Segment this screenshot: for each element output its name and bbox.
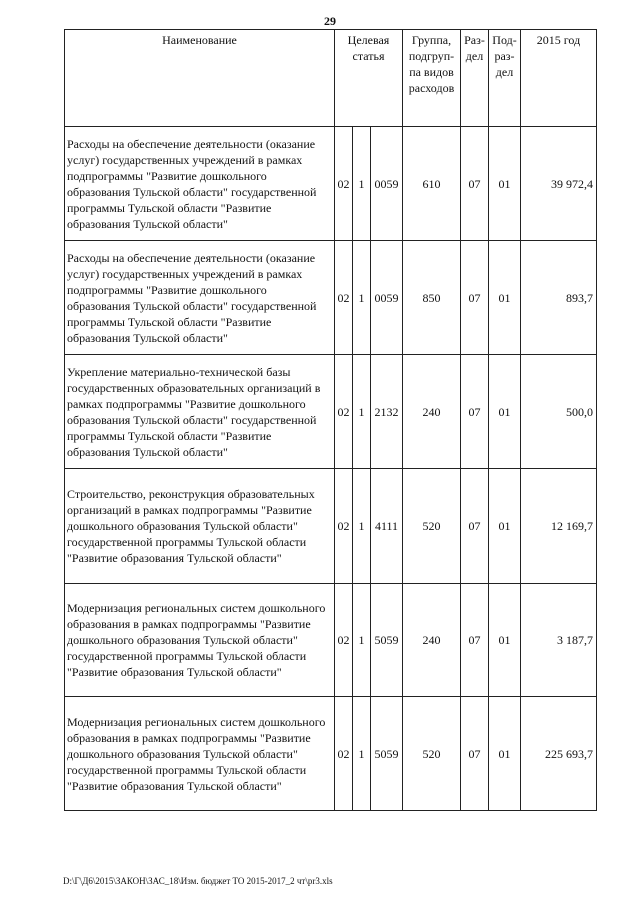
- table-row: [65, 127, 597, 241]
- header-subsection: Под-раз-дел: [489, 30, 521, 127]
- table-row: [65, 355, 597, 469]
- row-subsection: 01: [489, 697, 521, 811]
- table-row: [65, 241, 597, 355]
- row-amount: 39 972,4: [521, 127, 597, 241]
- row-code2: 1: [353, 697, 371, 811]
- row-name: Модернизация региональных систем дошкольного образования в рамках подпрограммы "Развитие дошкольного образования Тульской области" государственной программы Тульской области "Развитие образования Тульской области": [65, 584, 335, 697]
- row-group: 520: [403, 697, 461, 811]
- row-amount: 12 169,7: [521, 469, 597, 584]
- header-section: Раз-дел: [461, 30, 489, 127]
- row-code2: 1: [353, 127, 371, 241]
- row-section: 07: [461, 469, 489, 584]
- row-subsection: 01: [489, 469, 521, 584]
- row-section: 07: [461, 127, 489, 241]
- row-code3: 0059: [371, 241, 403, 355]
- table-row: [65, 584, 597, 697]
- row-code3: 5059: [371, 584, 403, 697]
- row-subsection: 01: [489, 127, 521, 241]
- row-subsection: 01: [489, 241, 521, 355]
- header-row: [65, 30, 597, 127]
- row-code3: 0059: [371, 127, 403, 241]
- row-code2: 1: [353, 469, 371, 584]
- row-name: Расходы на обеспечение деятельности (оказание услуг) государственных учреждений в рамках подпрограммы "Развитие дошкольного образования Тульской области" государственной программы Тульской области "Развитие образования Тульской области": [65, 127, 335, 241]
- table-row: [65, 697, 597, 811]
- row-section: 07: [461, 697, 489, 811]
- row-code2: 1: [353, 241, 371, 355]
- row-section: 07: [461, 355, 489, 469]
- row-code1: 02: [335, 469, 353, 584]
- row-group: 850: [403, 241, 461, 355]
- row-group: 240: [403, 584, 461, 697]
- row-name: Модернизация региональных систем дошкольного образования в рамках подпрограммы "Развитие дошкольного образования Тульской области" государственной программы Тульской области "Развитие образования Тульской области": [65, 697, 335, 811]
- row-code2: 1: [353, 355, 371, 469]
- row-code3: 4111: [371, 469, 403, 584]
- header-year: 2015 год: [521, 30, 597, 127]
- budget-table: [64, 29, 597, 811]
- row-group: 610: [403, 127, 461, 241]
- row-section: 07: [461, 241, 489, 355]
- file-path-footer: D:\Г\Д6\2015\ЗАКОН\ЗАС_18\Изм. бюджет ТО 2015-2017_2 чт\pr3.xls: [63, 876, 333, 886]
- row-section: 07: [461, 584, 489, 697]
- row-group: 240: [403, 355, 461, 469]
- row-amount: 225 693,7: [521, 697, 597, 811]
- row-code1: 02: [335, 355, 353, 469]
- row-group: 520: [403, 469, 461, 584]
- page-number: 29: [324, 14, 336, 28]
- row-code1: 02: [335, 584, 353, 697]
- table-row: [65, 469, 597, 584]
- row-code1: 02: [335, 697, 353, 811]
- header-name: Наименование: [65, 30, 335, 127]
- row-code1: 02: [335, 127, 353, 241]
- row-code1: 02: [335, 241, 353, 355]
- row-name: Расходы на обеспечение деятельности (оказание услуг) государственных учреждений в рамках подпрограммы "Развитие дошкольного образования Тульской области" государственной программы Тульской области "Развитие образования Тульской области": [65, 241, 335, 355]
- row-subsection: 01: [489, 355, 521, 469]
- row-name: Укрепление материально-технической базы государственных образовательных организаций в рамках подпрограммы "Развитие дошкольного образования Тульской области" государственной программы Тульской области "Развитие образования Тульской области": [65, 355, 335, 469]
- row-name: Строительство, реконструкция образовательных организаций в рамках подпрограммы "Развитие дошкольного образования Тульской области" государственной программы Тульской области "Развитие образования Тульской области": [65, 469, 335, 584]
- row-code2: 1: [353, 584, 371, 697]
- row-code3: 2132: [371, 355, 403, 469]
- row-code3: 5059: [371, 697, 403, 811]
- row-amount: 500,0: [521, 355, 597, 469]
- header-target-article: Целевая статья: [335, 30, 403, 127]
- header-expense-group: Группа, подгруп-па видов расходов: [403, 30, 461, 127]
- row-subsection: 01: [489, 584, 521, 697]
- row-amount: 893,7: [521, 241, 597, 355]
- row-amount: 3 187,7: [521, 584, 597, 697]
